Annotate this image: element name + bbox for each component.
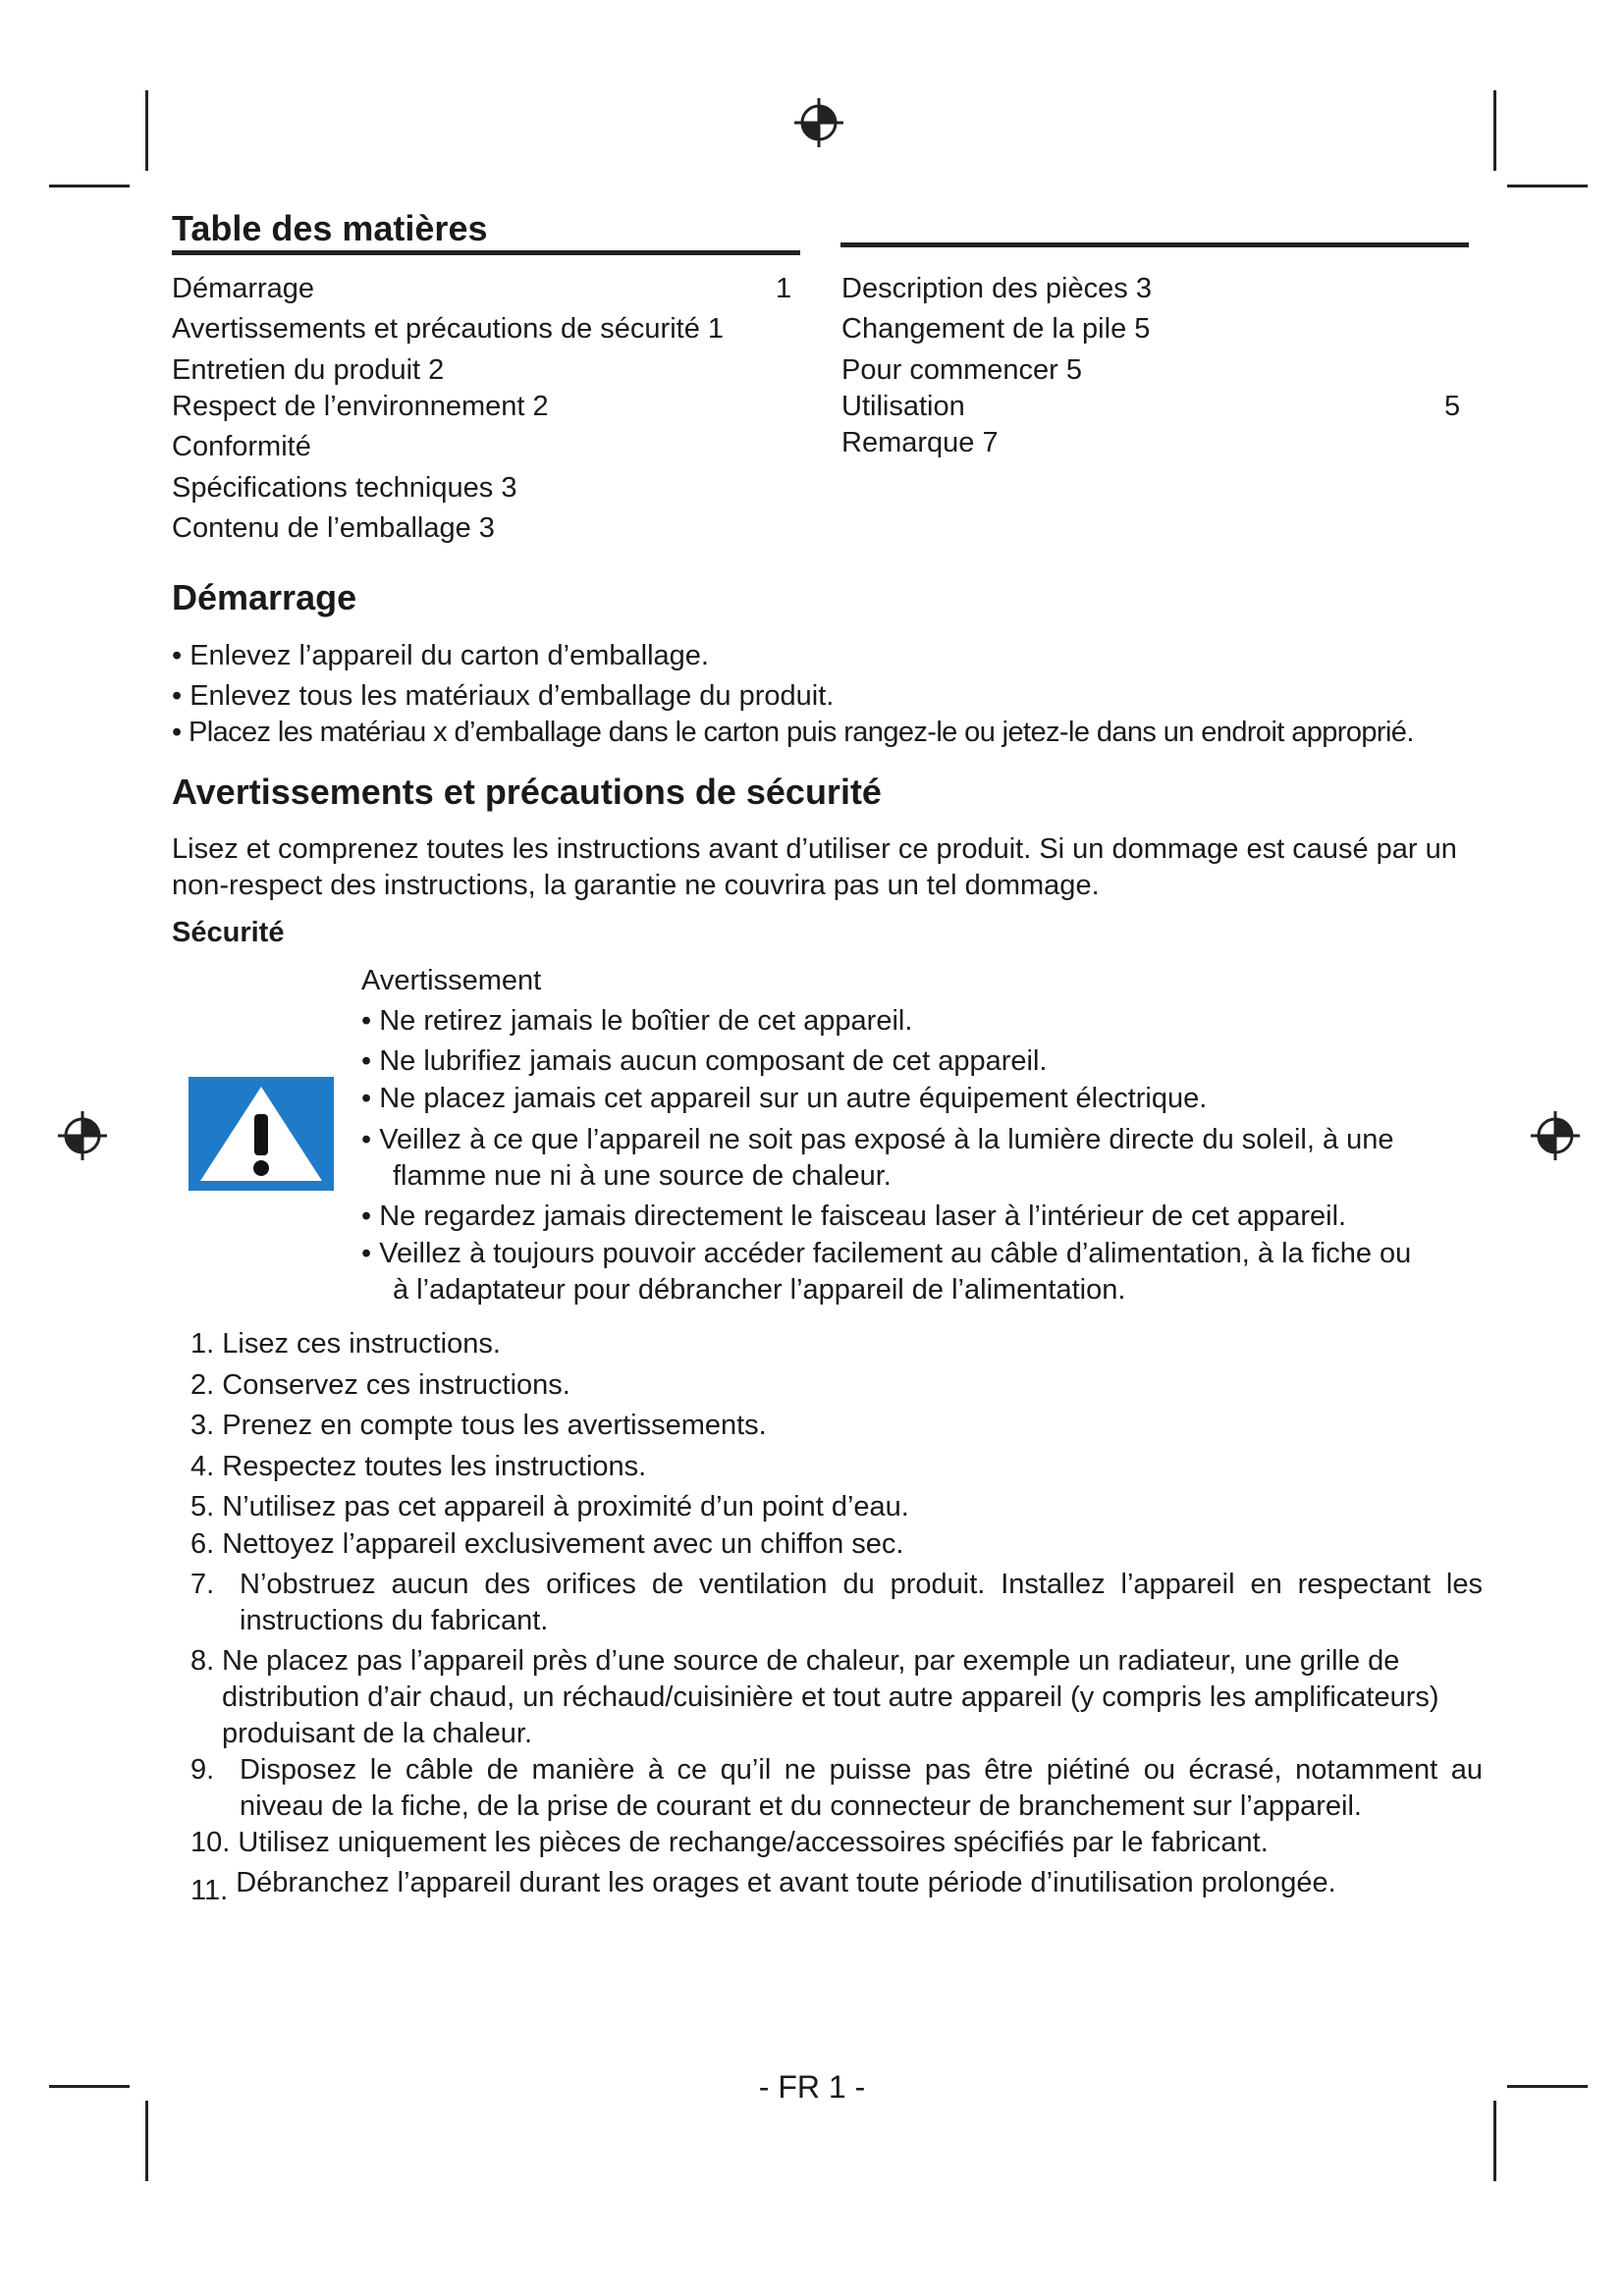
list-text: N’utilisez pas cet appareil à proximité d’un point d’eau. — [222, 1491, 909, 1522]
list-item — [190, 1526, 1487, 1563]
list-number: 11. — [190, 1875, 229, 1906]
toc-entry: Description des pièces 3 — [841, 273, 1152, 304]
toc-entry: Avertissements et précautions de sécurité 1 — [172, 313, 725, 345]
toc-entry: Démarrage — [172, 273, 315, 304]
warning-item: • Veillez à toujours pouvoir accéder facilement au câble d’alimentation, à la fiche ou — [361, 1238, 1412, 1269]
toc-page-number: 5 — [1444, 391, 1461, 422]
toc-entry: Respect de l’environnement 2 — [172, 391, 549, 422]
list-number: 5. — [190, 1491, 215, 1522]
section-heading-safety: Avertissements et précautions de sécurité — [172, 772, 882, 812]
crop-mark — [1507, 185, 1588, 187]
crop-mark — [145, 2101, 148, 2181]
toc-page-number: 1 — [776, 273, 792, 304]
registration-mark-icon — [792, 96, 845, 149]
list-number: 6. — [190, 1528, 215, 1560]
list-number: 9. — [190, 1754, 215, 1786]
list-text: Nettoyez l’appareil exclusivement avec un chiffon sec. — [222, 1528, 904, 1560]
warning-item-continued: à l’adaptateur pour débrancher l’appareil de l’alimentation. — [393, 1274, 1126, 1306]
list-text: Prenez en compte tous les avertissements. — [222, 1410, 767, 1441]
list-text: Conservez ces instructions. — [222, 1369, 570, 1401]
registration-mark-icon — [1529, 1109, 1582, 1162]
list-text: N’obstruez aucun des orifices de ventilation du produit. Installez l’appareil en respectant les instructions du fabricant. — [240, 1569, 1483, 1636]
warning-item: • Ne regardez jamais directement le faisceau laser à l’intérieur de cet appareil. — [361, 1201, 1347, 1232]
warning-item: • Ne placez jamais cet appareil sur un autre équipement électrique. — [361, 1083, 1208, 1114]
toc-entry: Pour commencer 5 — [841, 354, 1082, 386]
page-number: - FR 1 - — [758, 2069, 866, 2105]
warning-title: Avertissement — [361, 965, 542, 996]
warning-item: • Ne lubrifiez jamais aucun composant de cet appareil. — [361, 1045, 1048, 1077]
list-number: 3. — [190, 1410, 215, 1441]
list-item — [190, 1643, 1487, 1752]
list-item — [190, 1489, 1487, 1525]
registration-mark-icon — [56, 1109, 109, 1162]
list-item — [190, 1408, 1487, 1444]
toc-entry: Entretien du produit 2 — [172, 354, 445, 386]
warning-icon — [189, 1077, 334, 1191]
safety-intro: Lisez et comprenez toutes les instructions avant d’utiliser ce produit. Si un dommage est causé par un non-respect des instructions, la garantie ne couvrira pas un tel dommage. — [172, 833, 1457, 901]
list-number: 8. — [190, 1645, 215, 1677]
list-text: Respectez toutes les instructions. — [222, 1451, 647, 1482]
crop-mark — [1493, 90, 1496, 171]
crop-mark — [1493, 2101, 1496, 2181]
list-text: Lisez ces instructions. — [222, 1328, 501, 1360]
list-text: Utilisez uniquement les pièces de rechange/accessoires spécifiés par le fabricant. — [238, 1827, 1269, 1858]
toc-entry: Spécifications techniques 3 — [172, 472, 517, 504]
toc-entry: Changement de la pile 5 — [841, 313, 1151, 345]
bullet-item: • Enlevez tous les matériaux d’emballage du produit. — [172, 680, 835, 712]
crop-mark — [49, 185, 130, 187]
warning-item: • Veillez à ce que l’appareil ne soit pas exposé à la lumière directe du soleil, à une — [361, 1124, 1394, 1155]
section-heading-demarrage: Démarrage — [172, 577, 357, 617]
bullet-item: • Placez les matériau x d’emballage dans le carton puis rangez-le ou jetez-le dans un endroit approprié. — [172, 717, 1414, 748]
list-number: 10. — [190, 1827, 231, 1858]
list-text: Disposez le câble de manière à ce qu’il ne puisse pas être piétiné ou écrasé, notamment au niveau de la fiche, de la prise de courant et du connecteur de branchement sur l’appareil. — [240, 1754, 1483, 1822]
list-item — [190, 1567, 1487, 1639]
list-item — [190, 1326, 1487, 1362]
list-text: Ne placez pas l’appareil près d’une source de chaleur, par exemple un radiateur, une grille de distribution d’air chaud, un réchaud/cuisinière et tout autre appareil (y compris les amplificateurs) produisant de la chaleur. — [222, 1645, 1439, 1749]
warning-item: • Ne retirez jamais le boîtier de cet appareil. — [361, 1005, 913, 1037]
toc-entry: Contenu de l’emballage 3 — [172, 512, 495, 544]
warning-item-continued: flamme nue ni à une source de chaleur. — [393, 1160, 892, 1192]
list-number: 7. — [190, 1569, 215, 1600]
toc-entry: Utilisation — [841, 391, 965, 422]
bullet-item: • Enlevez l’appareil du carton d’emballage. — [172, 640, 709, 671]
list-number: 1. — [190, 1328, 215, 1360]
toc-title: Table des matières — [172, 209, 800, 255]
list-item — [190, 1367, 1487, 1404]
safety-subheading: Sécurité — [172, 917, 285, 948]
list-number: 2. — [190, 1369, 215, 1401]
toc-entry: Conformité — [172, 431, 311, 462]
crop-mark — [145, 90, 148, 171]
list-number: 4. — [190, 1451, 215, 1482]
toc-rule — [840, 242, 1469, 247]
list-item — [190, 1825, 1487, 1861]
list-item — [190, 1752, 1487, 1825]
list-text: Débranchez l’appareil durant les orages et avant toute période d’inutilisation prolongée. — [236, 1867, 1336, 1898]
list-item — [190, 1449, 1487, 1485]
list-item — [190, 1865, 1487, 1906]
toc-entry: Remarque 7 — [841, 427, 999, 458]
